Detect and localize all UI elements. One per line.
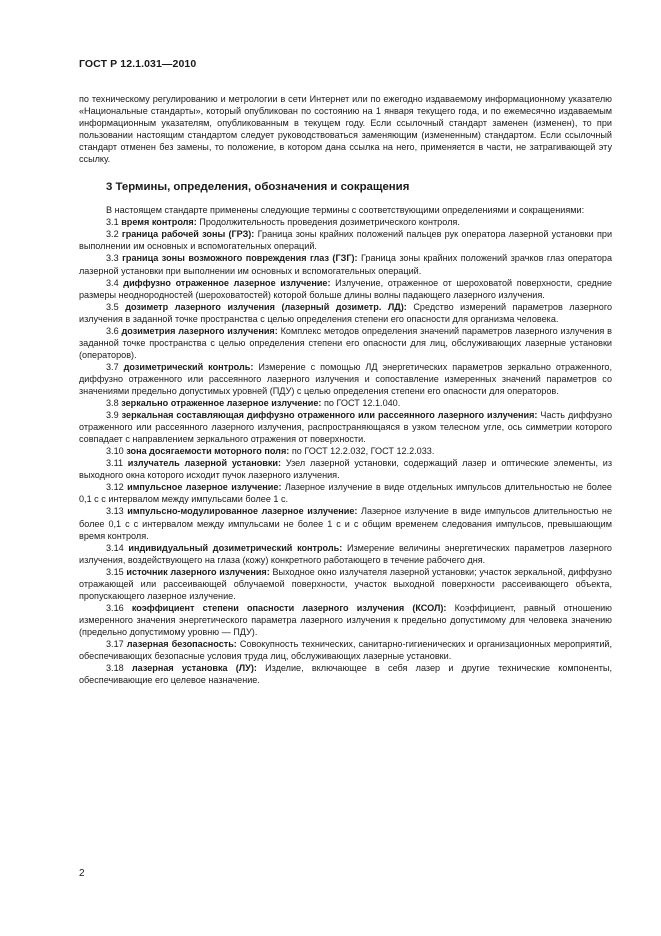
- term-number: 3.2: [106, 229, 119, 240]
- term-number: 3.1: [106, 217, 119, 228]
- term-number: 3.7: [106, 361, 119, 372]
- term-entry: [79, 361, 612, 397]
- term-definition: Совокупность технических, санитарно-гигиенических и организационных мероприятий, обеспечивающих безопасные условия труда лиц, обслуживающих лазерные установки.: [79, 638, 613, 662]
- term-definition: Выходное окно излучателя лазерной установки; участок зеркальной, диффузно отражающей или рассеивающей облучаемой поверхности, участок выходной поверхности рассеивающего объекта, пропускающего лазерное излучение.: [79, 566, 612, 601]
- term-entry: [79, 409, 612, 445]
- term-name: зона досягаемости моторного поля:: [126, 446, 290, 457]
- term-name: дозиметрия лазерного излучения:: [121, 325, 278, 336]
- term-definition: Часть диффузно отраженного или рассеянного лазерного излучения, распространяющаяся в узком телесном угле, ось симметрии которого совпадает с направлением зеркального отражения от поверхности.: [79, 410, 612, 445]
- page-content: [79, 93, 612, 686]
- term-name: лазерная безопасность:: [126, 638, 237, 649]
- term-definition: Излучение, отраженное от шероховатой поверхности, средние размеры неоднородностей (шероховатостей) которой больше длины волны падающего лазерного излучения.: [79, 277, 612, 300]
- term-entry: [79, 457, 612, 481]
- term-definition: Измерение с помощью ЛД энергетических параметров зеркально отраженного, диффузно отраженного или рассеянного лазерного излучения и сопоставление измеренных значений параметров со значениями предельно допустимых уровней (ПДУ) с целью определения степени его опасности для операторов.: [79, 361, 613, 396]
- term-name: индивидуальный дозиметрический контроль:: [128, 542, 343, 553]
- term-definition: Изделие, включающее в себя лазер и другие технические компоненты, обеспечивающие его целевое назначение.: [79, 663, 612, 686]
- term-number: 3.14: [106, 542, 124, 553]
- term-name: граница рабочей зоны (ГРЗ):: [121, 229, 255, 240]
- term-definition: Граница зоны крайних положений пальцев рук оператора лазерной установки при выполнении им основных и вспомогательных операций.: [79, 229, 613, 252]
- term-entry: [79, 638, 612, 662]
- term-number: 3.12: [106, 482, 124, 493]
- term-number: 3.15: [106, 566, 124, 577]
- term-number: 3.11: [106, 458, 124, 469]
- term-name: дозиметрический контроль:: [123, 361, 254, 372]
- term-number: 3.18: [106, 663, 124, 674]
- term-entry: [79, 662, 612, 686]
- intro-paragraph: по техническому регулированию и метрологии в сети Интернет или по ежегодно издаваемому информационному указателю «Национальные стандарты», который опубликован по состоянию на 1 января текущего года, и по ежемесячно издаваемым информационным указателям, опубликованным в текущем году. Если ссылочный стандарт заменен (изменен), то при пользовании настоящим стандартом следует руководствоваться заменяющим (измененным) стандартом. Если ссылочный стандарт отменен без замены, то положение, в котором дана ссылка на него, применяется в части, не затрагивающей эту ссылку.: [79, 94, 612, 165]
- term-entry: [79, 481, 612, 505]
- term-name: источник лазерного излучения:: [126, 566, 270, 577]
- term-entry: [79, 252, 612, 276]
- term-name: зеркальная составляющая диффузно отраженного или рассеянного лазерного излучения:: [121, 410, 538, 421]
- term-definition: Лазерное излучение в виде импульсов длительностью не более 0,1 с с интервалом между импульсами не более 1 с и с общим временем следования импульсов, превышающим время контроля.: [79, 506, 613, 541]
- term-definition: Граница зоны крайних положений зрачков глаз оператора лазерной установки при выполнении им основных и вспомогательных операций.: [79, 253, 613, 276]
- term-name: зеркально отраженное лазерное излучение:: [121, 398, 322, 409]
- term-name: диффузно отраженное лазерное излучение:: [123, 277, 331, 288]
- term-entry: [79, 505, 612, 541]
- term-number: 3.16: [106, 602, 124, 613]
- term-name: лазерная установка (ЛУ):: [131, 663, 257, 674]
- term-definition: Комплекс методов определения значений параметров лазерного излучения в заданной точке пространства с целью определения степени его опасности для лиц, обслуживающих лазерные установки (операторов).: [79, 325, 613, 360]
- term-entry: [79, 277, 612, 301]
- term-number: 3.4: [106, 277, 119, 288]
- term-entry: [79, 325, 612, 361]
- term-name: излучатель лазерной установки:: [127, 458, 282, 469]
- term-name: граница зоны возможного повреждения глаз (ГЗГ):: [122, 253, 358, 264]
- term-number: 3.13: [106, 506, 124, 517]
- term-entry: [79, 566, 612, 602]
- term-entry: [79, 602, 612, 638]
- section-lead: В настоящем стандарте применены следующие термины с соответствующими определениями и сокращениями:: [106, 205, 585, 216]
- term-definition: Коэффициент, равный отношению измеренного значения энергетического параметра лазерного излучения к предельно допустимому для человека значению (предельно допустимому уровню — ПДУ).: [79, 602, 612, 637]
- term-definition: Измерение величины энергетических параметров лазерного излучения, воздействующего на глаза (кожу) конкретного работающего в течение рабочего дня.: [79, 542, 612, 565]
- term-number: 3.17: [106, 638, 124, 649]
- term-number: 3.9: [106, 410, 119, 421]
- term-definition: по ГОСТ 12.2.032, ГОСТ 12.2.033.: [291, 446, 435, 457]
- term-number: 3.6: [106, 325, 119, 336]
- term-name: импульсное лазерное излучение:: [127, 482, 282, 493]
- term-name: дозиметр лазерного излучения (лазерный дозиметр. ЛД):: [125, 301, 407, 312]
- term-definition: по ГОСТ 12.1.040.: [324, 398, 401, 409]
- term-entry: [79, 542, 612, 566]
- section-title: 3 Термины, определения, обозначения и сокращения: [106, 181, 410, 194]
- term-definition: Лазерное излучение в виде отдельных импульсов длительностью не более 0,1 с с интервалом между импульсами более 1 с.: [79, 482, 612, 505]
- term-definition: Узел лазерной установки, содержащий лазер и оптические элементы, из выходного окна которого исходит пучок лазерного излучения.: [79, 458, 613, 481]
- term-entry: [79, 397, 612, 409]
- term-name: импульсно-модулированное лазерное излучение:: [127, 506, 358, 517]
- term-number: 3.3: [106, 253, 119, 264]
- term-name: время контроля:: [121, 217, 197, 228]
- terms-list: [79, 216, 612, 686]
- term-name: коэффициент степени опасности лазерного излучения (КСОЛ):: [131, 602, 447, 613]
- term-entry: [79, 216, 612, 228]
- term-entry: [79, 445, 612, 457]
- term-definition: Продолжительность проведения дозиметрического контроля.: [199, 217, 460, 228]
- term-entry: [79, 301, 612, 325]
- term-number: 3.8: [106, 398, 119, 409]
- term-entry: [79, 228, 612, 252]
- term-definition: Средство измерений параметров лазерного излучения в заданной точке пространства с целью определения степени его опасности для организма человека.: [79, 301, 613, 324]
- term-number: 3.5: [106, 301, 119, 312]
- page-number: 2: [79, 868, 85, 879]
- term-number: 3.10: [106, 446, 124, 457]
- document-header: ГОСТ Р 12.1.031—2010: [79, 58, 197, 70]
